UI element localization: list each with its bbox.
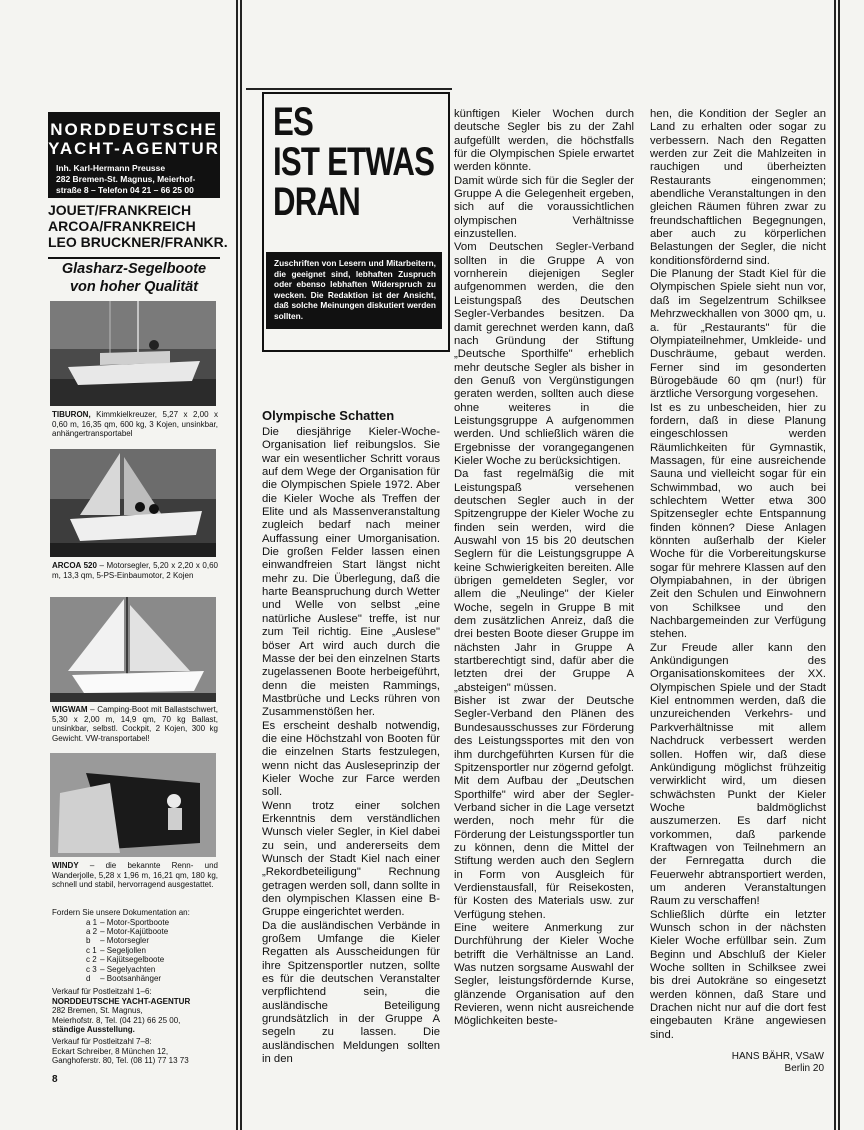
headline-line1: ES (273, 100, 314, 144)
sales-north-line3: 282 Bremen, St. Magnus, (52, 1006, 143, 1016)
sales-north-line4: Meierhofstr. 8, Tel. (04 21) 66 25 00, (52, 1015, 181, 1025)
doc-label: – Motor-Sportboote (100, 917, 170, 927)
caption-arcoa-text: – Motorsegler, 5,20 x 2,20 x 0,60 m, 13,3 qm, 5-PS-Einbaumotor, 2 Kojen (52, 561, 218, 580)
sales-info-south (52, 1037, 222, 1066)
doc-code: a 1 (86, 917, 98, 927)
paragraph: Bisher ist zwar der Deutsche Segler-Verband den Plänen des Bundesausschusses zur Förderung des Leistungssportes mit den von ihm durchgeführten Kursen für die Spitzensportler nur zögernd gefolgt. Mit dem Aufbau der „Deutschen Sporthilfe" wird aber der Segler-Verband sicher in die Lage versetzt werden, noch mehr für die Förderung der Leistungssportler tun zu können, denn die Mittel der Stiftung werden auch den Seglern in Form von Ausgleich für Verdienstausfall, für Reisekosten, für Kosten des Materials usw. zur Verfügung stehen. (454, 695, 634, 921)
doc-code: b (86, 936, 91, 946)
boat-photo-wigwam (50, 597, 216, 702)
tagline-line1: Glasharz-Segelboote (48, 257, 220, 278)
caption-arcoa-name: ARCOA 520 (52, 561, 97, 570)
doc-code: c 1 (86, 945, 97, 955)
paragraph: Damit würde sich für die Segler der Gruppe A die Gelegenheit ergeben, sich auf die voraussichtlichen olympischen Verhältnisse einzustellen. (454, 174, 634, 241)
brand-jouet: JOUET/FRANKREICH (48, 202, 192, 218)
doc-row (86, 936, 172, 945)
sales-south-line3: Ganghoferstr. 80, Tel. (08 11) 77 13 73 (52, 1056, 189, 1066)
caption-windy-name: WINDY (52, 861, 79, 870)
documentation-heading: Fordern Sie unsere Dokumentation an: (52, 908, 190, 917)
article-title: Olympische Schatten (262, 408, 395, 423)
paragraph: Da die ausländischen Verbände in großem Umfange die Kieler Regatten als Ausscheidungen für ihre Spitzensportler nutzen, sollte es für die deutschen Veranstalter verpflichtend sein, die ausländische Beteiligung grundsätzlich in der Gruppe A segeln zu lassen. Die ausländischen Meldungen sollten in den (262, 919, 440, 1066)
caption-wigwam-name: WIGWAM (52, 705, 88, 714)
sales-north-line5: ständige Ausstellung. (52, 1025, 135, 1035)
ad-title-line2: YACHT-AGENTUR (48, 139, 220, 158)
paragraph: Wenn trotz einer solchen Erkenntnis dem verständlichen Wunsch vieler Segler, in Kiel dabei zu sein, und andererseits dem Wunsch der Stadt Kiel nach einer „Rekordbeteiligung" Rechnung getragen werden soll, dann sollte in den olympischen Klassen eine B-Gruppe eingerichtet werden. (262, 799, 440, 919)
doc-code: a 2 (86, 927, 98, 936)
column-rule-right (834, 0, 842, 1130)
doc-row (86, 974, 172, 983)
paragraph: künftigen Kieler Wochen durch deutsche Segler bis zu der Zahl aufgefüllt werden, die höchstfalls für die Olympischen Spiele erwartet werden könnte. (454, 108, 634, 174)
sales-south-line1: Verkauf für Postleitzahl 7–8: (52, 1037, 152, 1046)
sales-south-line2: Eckart Schreiber, 8 München 12, (52, 1046, 169, 1056)
paragraph: hen, die Kondition der Segler an Land zu erhalten oder sogar zu verbessern. Nach den Regatten werden zur Zeit die Mahlzeiten in rauchigen und überheizten Restaurants eingenommen; abendliche Veranstaltungen in den gleichen Räumen führen zwar zu freundschaftlichen Begegnungen, aber auch zu körperlichen Belastungen der Segler, die nicht konditionsfördernd sind. (650, 108, 826, 267)
sales-info-north (52, 987, 222, 1035)
paragraph: Die Planung der Stadt Kiel für die Olympischen Spiele sieht nun vor, daß im Segelzentrum Schilksee Mehrzweckhallen von 3000 qm, u. a. für „Restaurants" für die Olympiateilnehmer, Umkleide- und Duschräume, gebaut werden. Ferner sind im gesonderten Bürogebäude 60 qm (nur!) für ärztliche Versorgung vorgesehen. (650, 268, 826, 401)
doc-label: – Kajütsegelboote (100, 955, 165, 965)
article-column-2 (454, 108, 634, 1029)
page-number: 8 (52, 1074, 58, 1085)
ad-address-line2: straße 8 – Telefon 04 21 – 66 25 00 (56, 185, 194, 195)
doc-label: – Motor-Kajütboote (100, 927, 169, 936)
doc-code: c 3 (86, 964, 97, 974)
paragraph: Es erscheint deshalb notwendig, die eine Höchstzahl von Booten für die einzelnen Starts festzulegen, wenn nicht das Ausleseprinzip der Kieler Woche zur Farce werden soll. (262, 719, 440, 799)
brand-arcoa: ARCOA/FRANKREICH (48, 218, 196, 234)
doc-label: – Segelyachten (100, 964, 156, 974)
ad-tagline (48, 257, 220, 296)
caption-wigwam-text: – Camping-Boot mit Ballastschwert, 5,30 x 2,00 m, 14,9 qm, 70 kg Ballast, unsinkbar, selbstl. Cockpit, 2 Kojen, 300 kg Gewicht. VW-transportabel! (52, 705, 218, 743)
author-city: Berlin 20 (784, 1063, 824, 1074)
tagline-line2: von hoher Qualität (69, 279, 199, 295)
intro-box: Zuschriften von Lesern und Mitarbeitern, die geeignet sind, lebhaften Zuspruch oder ebenso lebhaften Widerspruch zu wecken. Die Redaktion ist der Ansicht, daß solche Meinungen diskutiert werden sollten. (266, 252, 442, 329)
author-name: HANS BÄHR, VSaW (731, 1051, 824, 1062)
article-column-3 (650, 108, 826, 1042)
ad-address-line1: 282 Bremen-St. Magnus, Meierhof- (56, 174, 196, 184)
boat-photo-arcoa (50, 449, 216, 557)
paragraph: Da fast regelmäßig die mit Leistungspaß versehenen deutschen Segler auch in der Spitzengruppe der Kieler Woche zu finden sein werden, wird die Auswahl von 15 bis 20 deutschen Seglern für die Leistungsgruppe A keine Schwierigkeiten bereiten. Alle übrigen gemeldeten Segler, vor allem die „Neulinge" der Kieler Woche, segeln in Gruppe B mit dem zusätzlichen Anreiz, daß die drei besten Boote dieser Gruppe im nächsten Jahr in Gruppe A startberechtigt sind, dafür aber die letzten drei der Gruppe A „absteigen" müssen. (454, 468, 634, 694)
doc-code: c 2 (86, 955, 97, 965)
headline-line2: IST ETWAS (273, 140, 435, 184)
ad-owner: Inh. Karl-Hermann Preusse (56, 163, 166, 173)
ad-title-line1: NORDDEUTSCHE (50, 120, 218, 139)
sales-north-line2: NORDDEUTSCHE YACHT-AGENTUR (52, 996, 191, 1006)
article-column-1 (262, 426, 440, 1067)
paragraph: Die diesjährige Kieler-Woche-Organisation lief reibungslos. Sie war ein wesentlicher Schritt voraus auf dem Wege der Organisation für die Olympischen Spiele 1972. Aber die Kieler Woche als Treffen der Elite und als Massenveranstaltung zugleich bedarf nach meiner Auffassung einer Umorganisation. Die großen Felder lassen einen einwandfreien Start längst nicht mehr zu. Die Überlegung, daß die harte Beanspruchung durch Wetter und Welle von selbst „eine natürliche Auslese" treffe, ist nur zum Teil richtig. Eine „Auslese" böser Art wird auch durch die Masse der bei den einzelnen Starts zugelassenen Boote herbeigeführt, denn die meisten Rammings, Mastbrüche und Lecks rühren von Zusammenstößen her. (262, 426, 440, 719)
documentation-list (52, 908, 222, 983)
paragraph: Schließlich dürfte ein letzter Wunsch schon in der nächsten Kieler Woche erfüllbar sein. Zum Beginn und Abschluß der Kieler Woche sollten in Schilksee zwei bis drei Autokräne so eingesetzt werden können, daß Stare und Drachen nicht nur auf die dort fest eingebauten Kräne angewiesen sind. (650, 908, 826, 1041)
paragraph: Vom Deutschen Segler-Verband sollten in die Gruppe A von vornherein diejenigen Segler aufgenommen werden, die den Leistungspaß des Deutschen Segler-Verbandes besitzen. Da damit gerechnet werden kann, daß nach Gründung der Stiftung „Deutsche Sporthilfe" erheblich mehr deutsche Segler als bisher in den Genuß von Vergünstigungen geraten werden, sollten auch diese ohne weiteres in die Leistungsgruppe A aufgenommen werden. Und schließlich wären die Ergebnisse der vorangegangenen Kieler Woche zu berücksichtigen. (454, 241, 634, 467)
caption-tiburon-text: Kimmkielkreuzer, 5,27 x 2,00 x 0,60 m, 16,35 qm, 600 kg, 3 Kojen, unsinkbar, anhängertransportabel (52, 410, 218, 439)
doc-label: – Bootsanhänger (100, 974, 162, 984)
paragraph: Eine weitere Anmerkung zur Durchführung der Kieler Woche betrifft die Verhältnisse an Land. Was nutzen sorgsame Auswahl der Segler, leistungsfördernde Kurse, glänzende Organisation auf den Revieren, wenn nicht ausreichende Möglichkeiten beste- (454, 921, 634, 1028)
doc-row (86, 946, 172, 955)
paragraph: Ist es zu unbescheiden, hier zu fordern, daß in diese Planung eingeschlossen werden Räumlichkeiten für Gymnastik, Massagen, für eine ausreichende Sauna und vielleicht sogar für ein Schwimmbad, wo auch bei schlechtem Wetter etwa 300 Spitzensegler echte Entspannung finden können? Diese Anlagen könnten außerhalb der Kieler Woche für die Vorbereitungskurse sogar für mehrere Klassen auf den Olympiabahnen, in der übrigen Zeit den Schulen und Einwohnern von Schilksee und den Nachbargemeinden zur Verfügung stehen. (650, 401, 826, 641)
ad-header-box (48, 112, 220, 198)
caption-tiburon-name: TIBURON, (52, 410, 91, 419)
headline-line3: DRAN (273, 180, 361, 224)
headline (273, 100, 435, 224)
brand-bruckner: LEO BRUCKNER/FRANKR. (48, 234, 228, 250)
paragraph: Zur Freude aller kann den Ankündigungen des Organisationskomitees der XX. Olympischen Spiele und der Stadt Kiel entnommen werden, daß die unzureichenden Verkehrs- und Parkverhältnisse mit allem Nachdruck verbessert werden sollen. Hoffen wir, daß diese Ankündigung möglichst frühzeitig verwirklicht wird, um diesen schwächsten Punkt der Kieler Woche baldmöglichst auszumerzen. Es darf nicht vorkommen, daß parkende Kraftwagen von Teilnehmern an der Fernregatta durch die Feuerwehr abtransportiert werden, um anderen Veranstaltungen Raum zu verschaffen! (650, 641, 826, 908)
caption-windy-text: – die bekannte Renn- und Wanderjolle, 5,28 x 1,96 m, 16,21 qm, 180 kg, schnell und stabil, hervorragend ausgestattet. (52, 861, 218, 890)
doc-row (86, 918, 172, 927)
doc-label: – Segeljollen (100, 945, 146, 955)
caption-tiburon (52, 410, 218, 439)
doc-row (86, 965, 172, 974)
author-signature (706, 1051, 824, 1075)
doc-row (86, 927, 172, 936)
caption-wigwam (52, 705, 218, 743)
documentation-table (86, 918, 172, 984)
boat-photo-windy (50, 753, 216, 857)
top-rule (246, 88, 452, 90)
doc-code: d (86, 974, 91, 984)
doc-label: – Motorsegler (100, 936, 150, 946)
sales-north-line1: Verkauf für Postleitzahl 1–6: (52, 987, 152, 996)
caption-arcoa (52, 561, 218, 580)
ad-brands (48, 202, 228, 250)
doc-row (86, 955, 172, 964)
boat-photo-tiburon (50, 301, 216, 406)
caption-windy (52, 861, 218, 890)
column-rule-left (236, 0, 244, 1130)
